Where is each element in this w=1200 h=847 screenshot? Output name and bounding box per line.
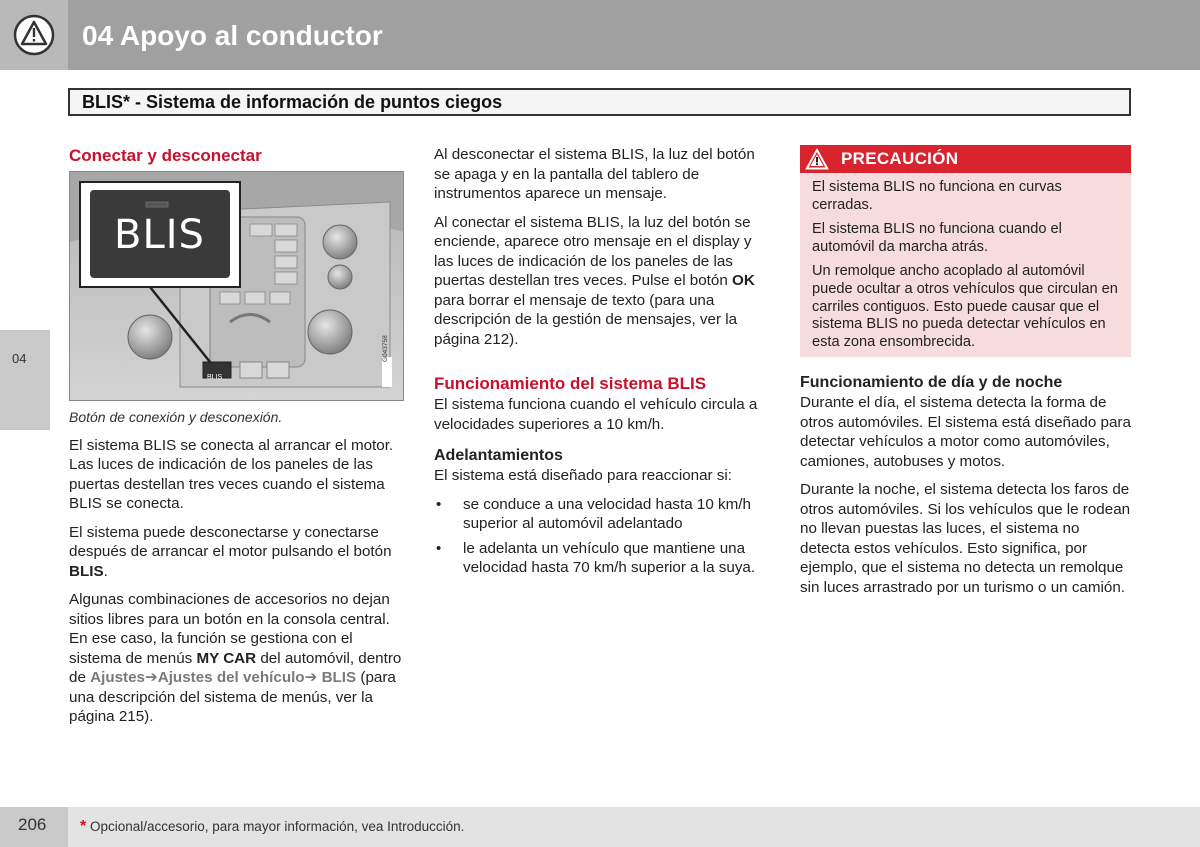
heading-connect: Conectar y desconectar: [69, 146, 262, 165]
paragraph: El sistema puede desconectarse y conectarse después de arrancar el motor pulsando el botón BLIS.: [69, 523, 392, 580]
console-illustration: [70, 172, 404, 401]
caution-header: [800, 145, 1131, 173]
list-item: • le adelanta un vehículo que mantiene una velocidad hasta 70 km/h superior a la suya.: [434, 539, 770, 578]
paragraph: Durante el día, el sistema detecta la forma de otros automóviles. El sistema está diseñado para detectar vehículos a motor como automóviles, camiones, autobuses y motos.: [800, 394, 1131, 470]
footer-note: * Opcional/accesorio, para mayor información, vea Introducción.: [80, 818, 465, 835]
chapter-title: 04 Apoyo al conductor: [82, 20, 383, 51]
caution-body: [800, 173, 1131, 357]
subheading-overtaking: Adelantamientos: [434, 447, 563, 464]
chapter-side-tab: [0, 330, 50, 430]
footnote-star: *: [80, 818, 87, 835]
blis-button-label: BLIS: [114, 212, 205, 258]
header-left-block: [0, 0, 68, 70]
caution-paragraph: El sistema BLIS no funciona en curvas cerradas.: [812, 179, 1062, 213]
menu-path-ajustes: Ajustes: [90, 669, 145, 686]
list-item: • se conduce a una velocidad hasta 10 km/h superior al automóvil adelantado: [434, 495, 770, 534]
menu-path-ajustes-vehiculo: Ajustes del vehículo: [157, 669, 305, 686]
image-code: G043758: [382, 335, 389, 362]
caution-triangle-icon: [804, 147, 830, 171]
page-number: 206: [18, 815, 47, 834]
photo-caption: Botón de conexión y desconexión.: [69, 409, 283, 425]
warning-triangle-icon: [13, 14, 55, 56]
arrow-right-icon: ➔: [304, 669, 318, 686]
menu-path-blis: BLIS: [321, 669, 357, 686]
caution-paragraph: Un remolque ancho acoplado al automóvil puede ocultar a otros vehículos que circulan en carriles contiguos. Esto puede causar que el sistema BLIS no pueda detectar vehículos en esta zona ensombrecida.: [812, 263, 1118, 350]
column-2: [434, 145, 770, 583]
paragraph: El sistema funciona cuando el vehículo circula a velocidades superiores a 10 km/h.: [434, 396, 758, 433]
column-1: [69, 145, 404, 736]
paragraph: Durante la noche, el sistema detecta los faros de otros automóviles. Si los vehículos que le rodean no llevan puestas las luces, el sistema no detecta estos vehículos. Esto significa, por ejemplo, que el sistema no detecta un remolque sin luces arrastrado por un turismo o un camión.: [800, 481, 1131, 596]
caution-paragraph: El sistema BLIS no funciona cuando el automóvil da marcha atrás.: [812, 221, 1062, 255]
chapter-side-tab-label: 04: [12, 351, 27, 366]
caution-title: PRECAUCIÓN: [841, 149, 959, 168]
bullet-list: [434, 495, 770, 578]
column-3: [800, 145, 1131, 606]
paragraph: Algunas combinaciones de accesorios no dejan sitios libres para un botón en la consola central. En ese caso, la función se gestiona con el sistema de menús MY CAR del automóvil, dentro de Ajustes➔Ajustes del vehículo➔ BLIS (para una descripción del sistema de menús, ver la página 215).: [69, 591, 402, 725]
section-title: BLIS* - Sistema de información de puntos ciegos: [82, 92, 503, 112]
heading-function: Funcionamiento del sistema BLIS: [434, 374, 707, 393]
paragraph: El sistema BLIS se conecta al arrancar el motor. Las luces de indicación de los paneles de las puertas destellan tres veces cuando el sistema BLIS se conecta.: [69, 436, 394, 512]
paragraph: El sistema está diseñado para reaccionar si:: [434, 467, 732, 484]
paragraph: Al desconectar el sistema BLIS, la luz del botón se apaga y en la pantalla del tablero de instrumentos aparece un mensaje.: [434, 146, 755, 202]
arrow-right-icon: ➔: [145, 669, 158, 686]
paragraph: Al conectar el sistema BLIS, la luz del botón se enciende, aparece otro mensaje en el display y las luces de indicación de los paneles de las puertas destellan tres veces. Pulse el botón OK para borrar el mensaje de texto (para una descripción de la gestión de mensajes, ver la página 212).: [434, 213, 755, 348]
console-photo: [69, 171, 404, 401]
blis-small-button-label: BLIS: [207, 374, 223, 381]
heading-day-night: Funcionamiento de día y de noche: [800, 374, 1063, 392]
